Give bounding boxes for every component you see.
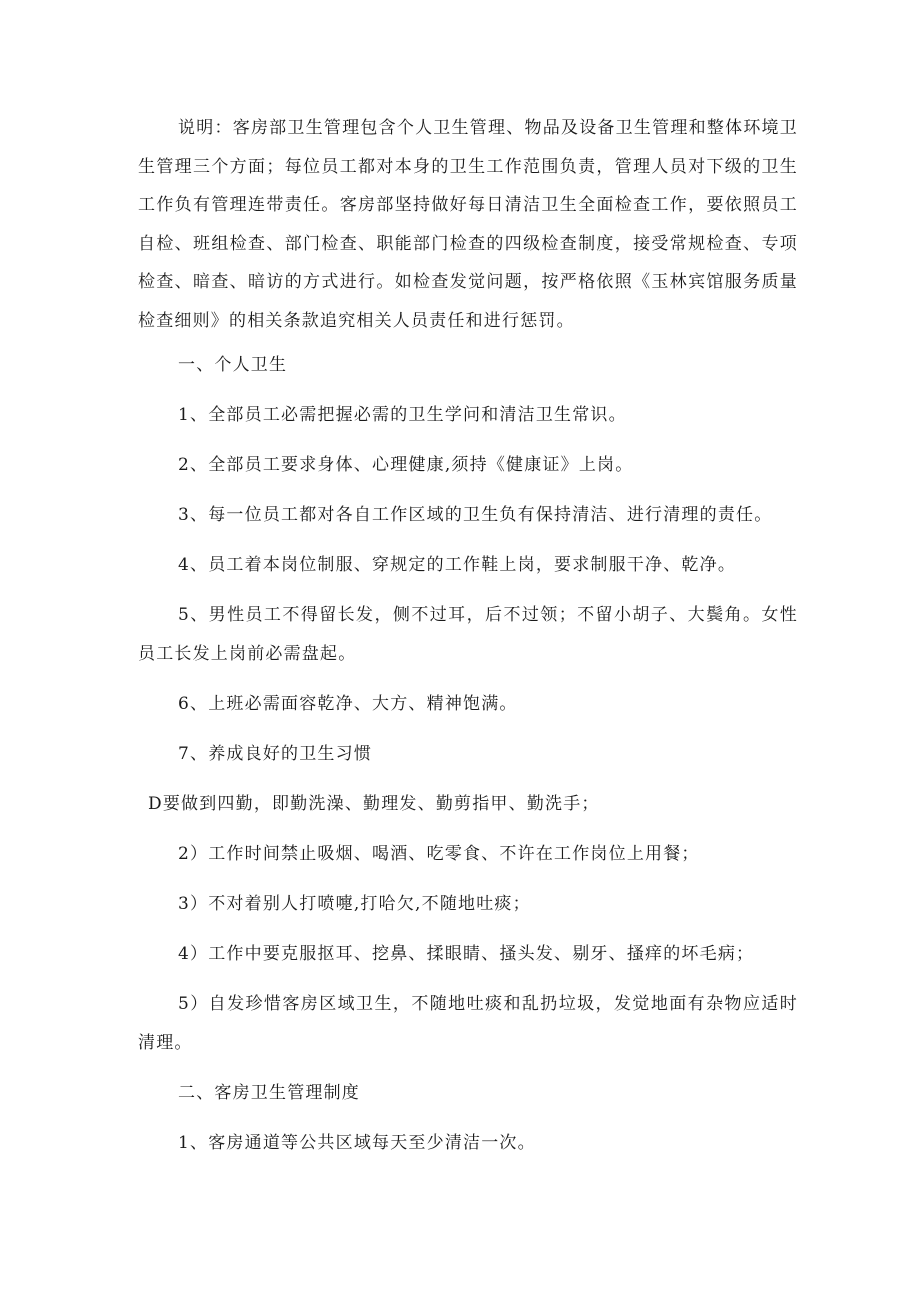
- list-item: 7、养成良好的卫生习惯: [178, 744, 373, 764]
- list-item: 5、男性员工不得留长发，侧不过耳，后不过领；不留小胡子、大鬓角。女性员工长发上岗前必需盘起。: [138, 605, 798, 664]
- list-item: 4、员工着本岗位制服、穿规定的工作鞋上岗，要求制服干净、乾净。: [178, 555, 737, 575]
- list-item: 1、全部员工必需把握必需的卫生学问和清洁卫生常识。: [178, 405, 627, 425]
- list-item: 6、上班必需面容乾净、大方、精神饱满。: [178, 694, 518, 714]
- list-item: 1、客房通道等公共区域每天至少清洁一次。: [178, 1133, 536, 1153]
- sub-list-item: 5）自发珍惜客房区域卫生，不随地吐痰和乱扔垃圾，发觉地面有杂物应适时清理。: [138, 994, 798, 1053]
- list-item: 2、全部员工要求身体、心理健康,须持《健康证》上岗。: [178, 455, 634, 475]
- intro-paragraph: 说明：客房部卫生管理包含个人卫生管理、物品及设备卫生管理和整体环境卫生管理三个方面；每位员工都对本身的卫生工作范围负责，管理人员对下级的卫生工作负有管理连带责任。客房部坚持做好每日清洁卫生全面检查工作，要依照员工自检、班组检查、部门检查、职能部门检查的四级检查制度，接受常规检查、专项检查、暗查、暗访的方式进行。如检查发觉问题，按严格依照《玉林宾馆服务质量检查细则》的相关条款追究相关人员责任和进行惩罚。: [138, 118, 798, 331]
- list-item: 3、每一位员工都对各自工作区域的卫生负有保持清洁、进行清理的责任。: [178, 505, 773, 525]
- section-heading-personal-hygiene: 一、个人卫生: [178, 355, 288, 375]
- sub-list-item: D要做到四勤，即勤洗澡、勤理发、勤剪指甲、勤洗手；: [148, 794, 600, 814]
- sub-list-item: 2）工作时间禁止吸烟、喝酒、吃零食、不许在工作岗位上用餐；: [178, 844, 700, 864]
- sub-list-item: 4）工作中要克服抠耳、挖鼻、揉眼睛、搔头发、剔牙、搔痒的坏毛病；: [178, 944, 755, 964]
- sub-list-item: 3）不对着别人打喷嚏,打哈欠,不随地吐痰；: [178, 894, 531, 914]
- section-heading-room-hygiene: 二、客房卫生管理制度: [178, 1083, 360, 1103]
